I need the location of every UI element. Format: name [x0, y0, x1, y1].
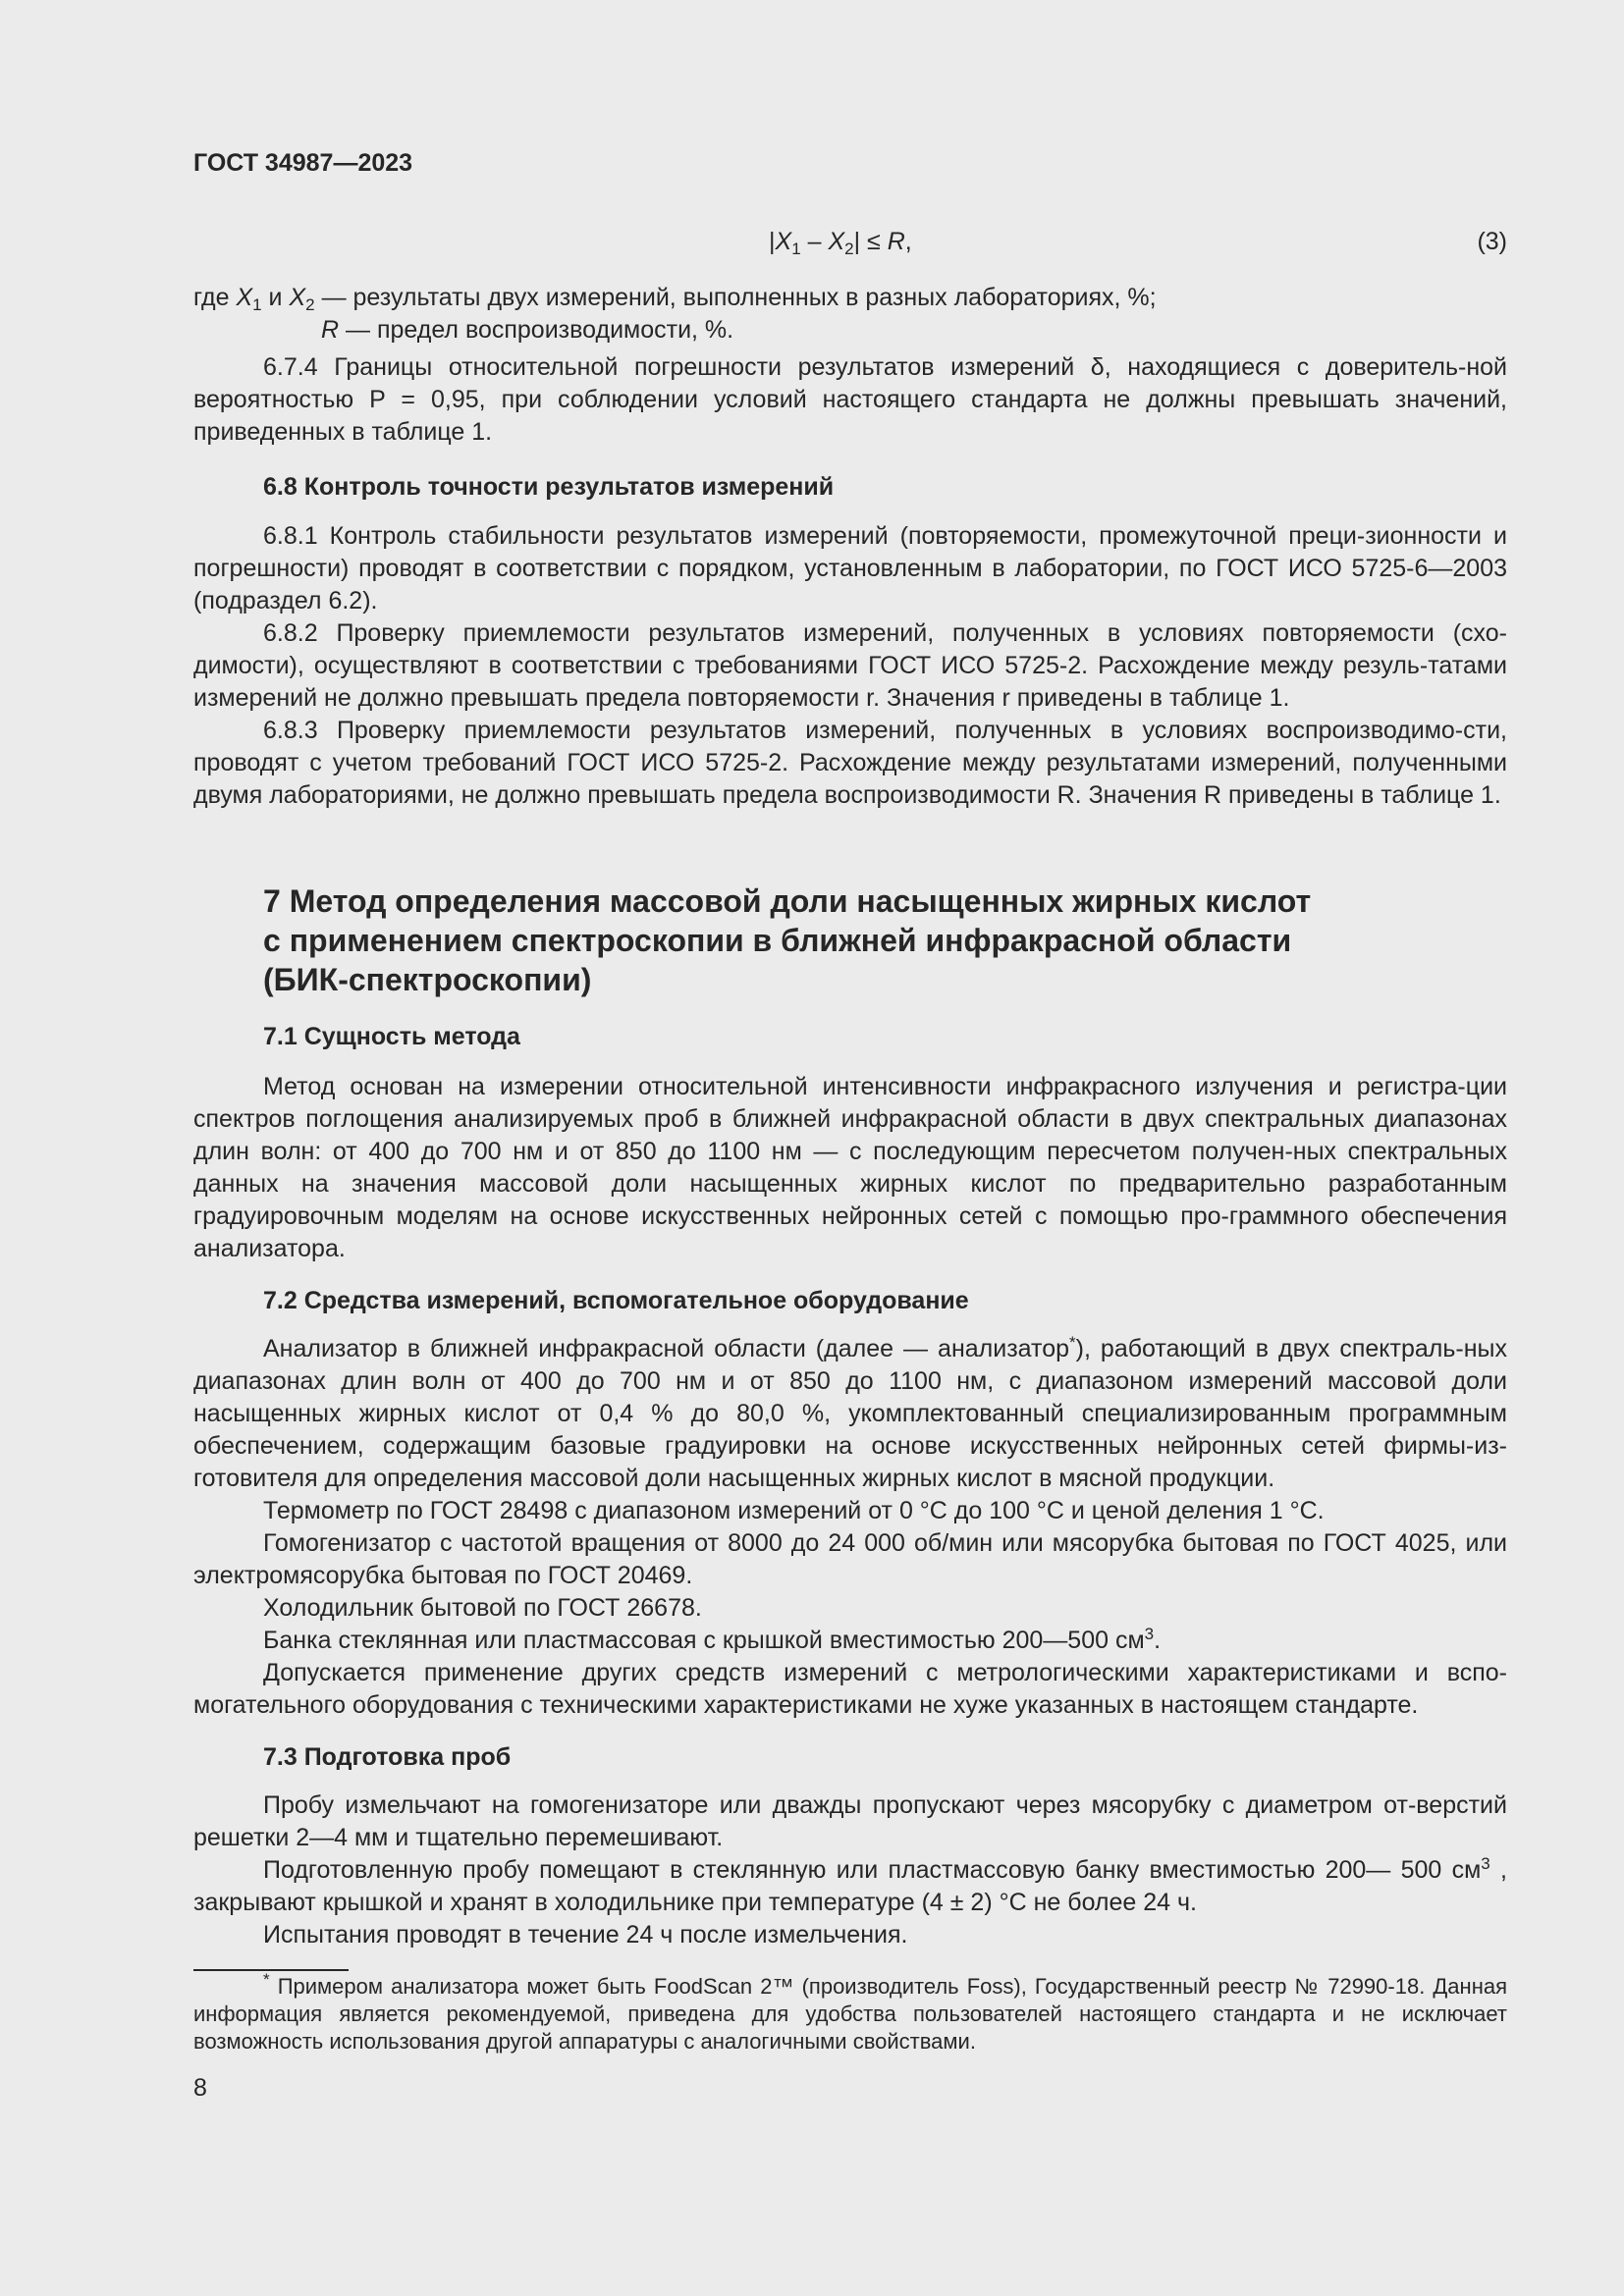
section-7-title	[263, 881, 1311, 999]
paragraph-allowed: Допускается применение других средств измерений с метрологическими характеристиками и вспо-могательного оборудования с техническими характеристиками не хуже указанных в настоящем стандарте.	[193, 1659, 1507, 1719]
formula-number: (3)	[1477, 228, 1507, 255]
section-7-1-title: 7.1 Сущность метода	[263, 1023, 520, 1050]
section-7-2-title: 7.2 Средства измерений, вспомогательное оборудование	[263, 1287, 969, 1314]
paragraph-homogenizer: Гомогенизатор с частотой вращения от 8000 до 24 000 об/мин или мясорубка бытовая по ГОСТ 4025, или электромясорубка бытовая по ГОСТ 20469.	[193, 1529, 1507, 1589]
footnote-mark: *	[263, 1970, 270, 1989]
paragraph-6-7-4: 6.7.4 Границы относительной погрешности результатов измерений δ, находящиеся с доверитель-ной вероятностью P = 0,95, при соблюдении условий настоящего стандарта не должны превышать значений, приведенных в таблице 1.	[193, 353, 1507, 446]
paragraph-analyzer: Анализатор в ближней инфракрасной области (далее — анализатор*), работающий в двух спектраль-ных диапазонах длин волн от 400 до 700 нм и от 850 до 1100 нм, с диапазоном измерений массовой доли насыщенных жирных кислот от 0,4 % до 80,0 %, укомплектованный специализированным программным обеспечением, содержащим базовые градуировки на основе искусственных нейронных сетей фирмы-из-готовителя для определения массовой доли насыщенных жирных кислот в мясной продукции.	[193, 1333, 1508, 1492]
section-7-title-line1: 7 Метод определения массовой доли насыщенных жирных кислот	[263, 883, 1312, 919]
footnote: * Примером анализатора может быть FoodScan 2™ (производитель Foss), Государственный реестр № 72990-18. Данная информация является рекомендуемой, приведена для удобства пользователей настоящего стандарта и не исключает возможность использования другой аппаратуры с аналогичными свойствами.	[193, 1970, 1507, 2054]
page-number: 8	[193, 2074, 207, 2102]
paragraph-fridge: Холодильник бытовой по ГОСТ 26678.	[263, 1594, 702, 1622]
formula-where-r: R — предел воспроизводимости, %.	[321, 316, 734, 344]
paragraph-6-8-3: 6.8.3 Проверку приемлемости результатов измерений, полученных в условиях воспроизводимо-сти, проводят с учетом требований ГОСТ ИСО 5725-2. Расхождение между результатами измерений, полученными двумя лабораториями, не должно превышать предела воспроизводимости R. Значения R приведены в таблице 1.	[193, 717, 1507, 809]
paragraph-grind: Пробу измельчают на гомогенизаторе или дважды пропускают через мясорубку с диаметром от-верстий решетки 2—4 мм и тщательно перемешивают.	[193, 1791, 1507, 1851]
formula-where-x: где $X_1$ и $X_2$ — результаты двух измерений, выполненных в разных лабораториях, %;	[193, 284, 1157, 314]
paragraph-7-1: Метод основан на измерении относительной интенсивности инфракрасного излучения и регистра-ции спектров поглощения анализируемых проб в ближней инфракрасной области в двух спектральных диапазонах длин волн: от 400 до 700 нм и от 850 до 1100 нм — с последующим пересчетом получен-ных спектральных данных на значения массовой доли насыщенных жирных кислот по предварительно разработанным градуировочным моделям на основе искусственных нейронных сетей с помощью про-граммного обеспечения анализатора.	[193, 1073, 1507, 1262]
document-header: ГОСТ 34987—2023	[193, 149, 413, 177]
paragraph-6-8-2: 6.8.2 Проверку приемлемости результатов измерений, полученных в условиях повторяемости (схо-димости), осуществляют в соответствии с требованиями ГОСТ ИСО 5725-2. Расхождение между резуль-татами измерений не должно превышать предела повторяемости r. Значения r приведены в таблице 1.	[193, 619, 1507, 712]
paragraph-jar: Банка стеклянная или пластмассовая с крышкой вместимостью 200—500 $см^3$.	[263, 1625, 1162, 1654]
section-7-title-line2: с применением спектроскопии в ближней инфракрасной области	[263, 923, 1292, 958]
section-6-8-title: 6.8 Контроль точности результатов измерений	[263, 473, 835, 501]
footnote-divider	[193, 1969, 349, 1971]
section-7-3-title: 7.3 Подготовка проб	[263, 1743, 512, 1771]
paragraph-thermometer: Термометр по ГОСТ 28498 с диапазоном измерений от 0 °С до 100 °С и ценой деления 1 °С.	[263, 1497, 1325, 1524]
footnote-ref: *	[1069, 1333, 1076, 1352]
paragraph-place: Подготовленную пробу помещают в стеклянную или пластмассовую банку вместимостью 200— 500 $см^3$ , закрывают крышкой и хранят в холодильнике при температуре (4 ± 2) °С не более 24 ч.	[193, 1854, 1507, 1916]
paragraph-test: Испытания проводят в течение 24 ч после измельчения.	[263, 1921, 908, 1949]
paragraph-6-8-1: 6.8.1 Контроль стабильности результатов измерений (повторяемости, промежуточной преци-зионности и погрешности) проводят в соответствии с порядком, установленным в лаборатории, по ГОСТ ИСО 5725-6—2003 (подраздел 6.2).	[193, 522, 1507, 614]
formula-3: $|X_1 - X_2| \le R$,	[769, 228, 912, 258]
section-7-title-line3: (БИК-спектроскопии)	[263, 962, 592, 997]
